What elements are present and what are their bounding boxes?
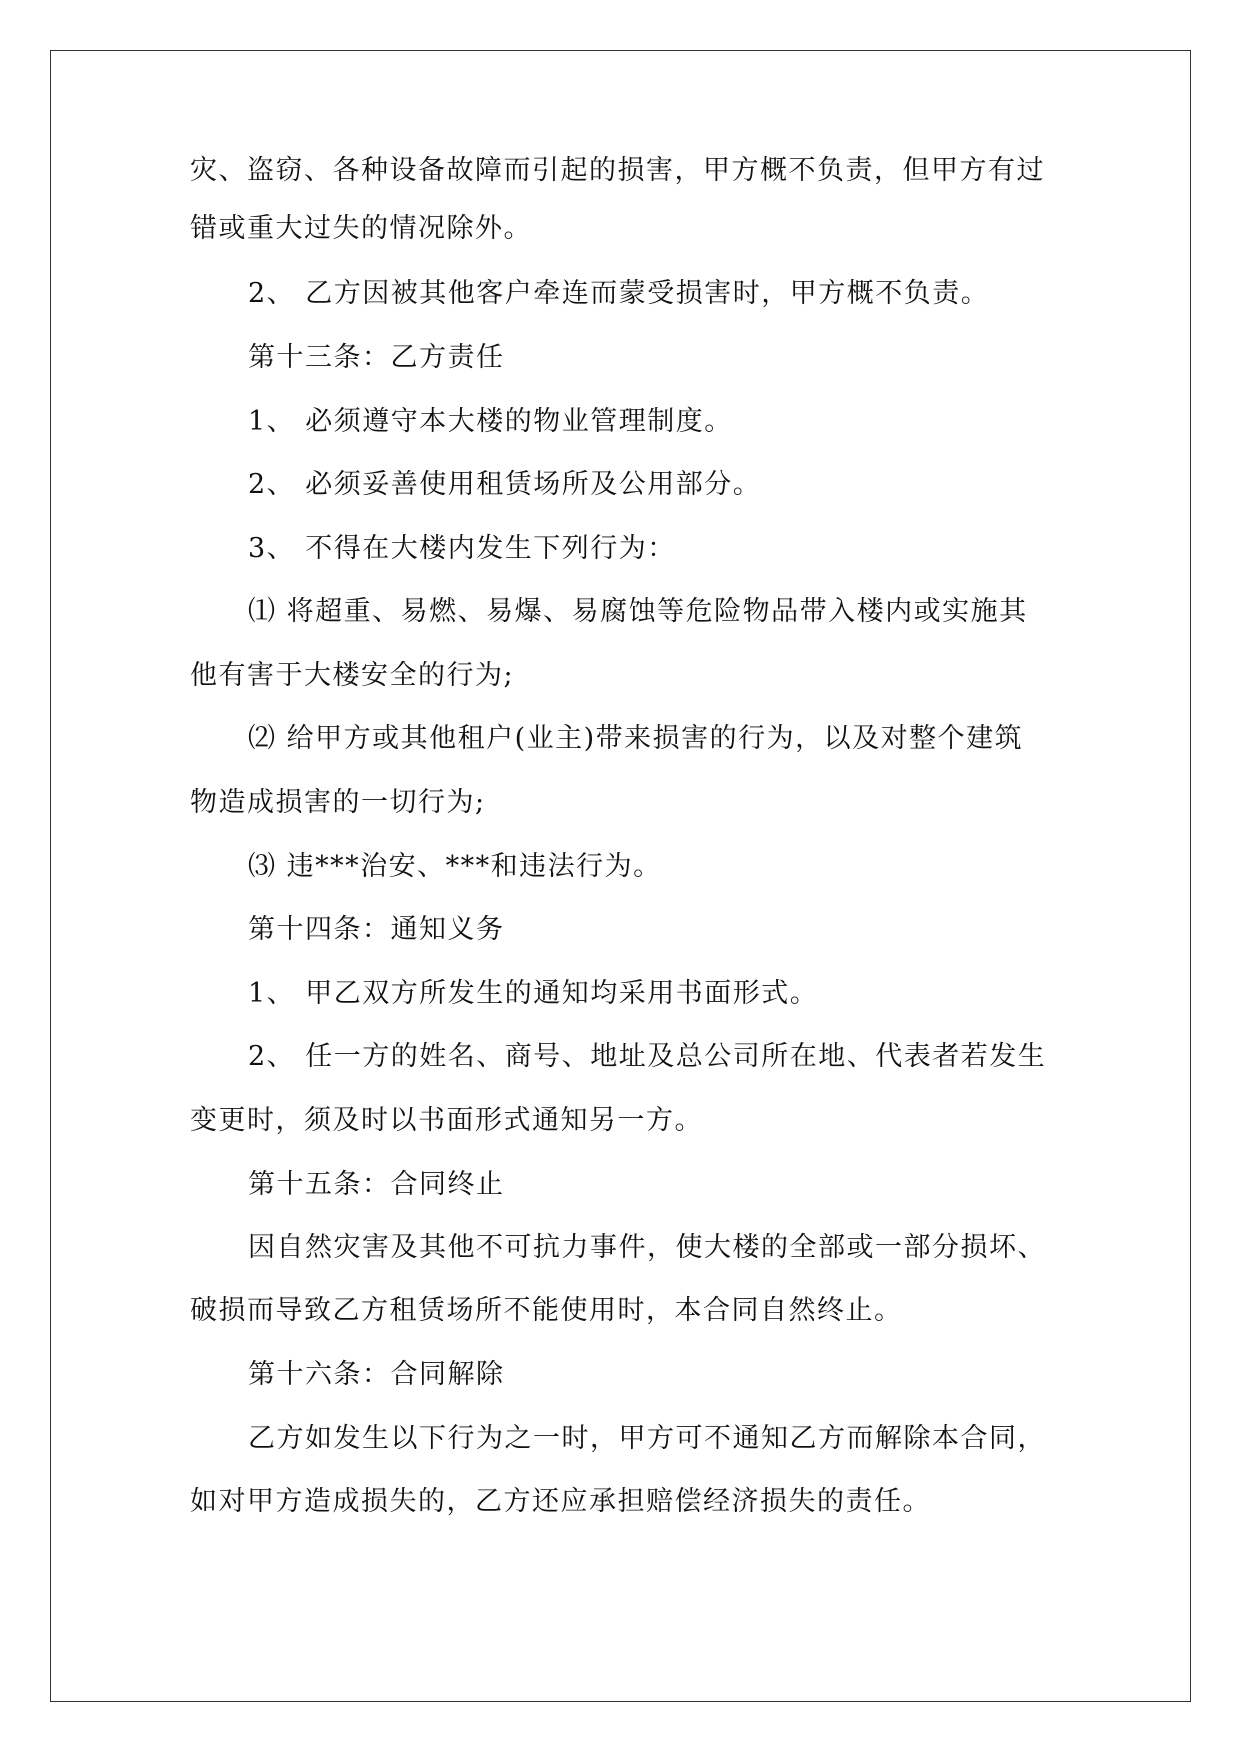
clause-item: 1、 必须遵守本大楼的物业管理制度。 [248, 406, 733, 437]
clause-item: 2、 任一方的姓名、商号、地址及总公司所在地、代表者若发生 [248, 1041, 1047, 1072]
sub-clause-item: ⑵ 给甲方或其他租户(业主)带来损害的行为，以及对整个建筑 [248, 723, 1024, 754]
paragraph-line: 破损而导致乙方租赁场所不能使用时，本合同自然终止。 [190, 1295, 903, 1326]
clause-item: 1、 甲乙双方所发生的通知均采用书面形式。 [248, 978, 819, 1009]
article-heading: 第十四条：通知义务 [248, 914, 505, 945]
paragraph-line: 如对甲方造成损失的，乙方还应承担赔偿经济损失的责任。 [190, 1486, 931, 1517]
paragraph-line: 灾、盗窃、各种设备故障而引起的损害，甲方概不负责，但甲方有过 [190, 155, 1045, 186]
paragraph-line: 物造成损害的一切行为; [190, 787, 486, 818]
clause-item: 2、 必须妥善使用租赁场所及公用部分。 [248, 469, 762, 500]
paragraph-line: 他有害于大楼安全的行为; [190, 660, 515, 691]
article-heading: 第十六条：合同解除 [248, 1359, 505, 1390]
paragraph-line: 变更时，须及时以书面形式通知另一方。 [190, 1105, 703, 1136]
article-heading: 第十五条：合同终止 [248, 1169, 505, 1200]
paragraph-line: 乙方如发生以下行为之一时，甲方可不通知乙方而解除本合同， [248, 1423, 1046, 1454]
clause-item: 2、 乙方因被其他客户牵连而蒙受损害时，甲方概不负责。 [248, 278, 990, 309]
sub-clause-item: ⑶ 违***治安、***和违法行为。 [248, 851, 662, 882]
clause-item: 3、 不得在大楼内发生下列行为： [248, 533, 676, 564]
article-heading: 第十三条：乙方责任 [248, 342, 505, 373]
paragraph-line: 因自然灾害及其他不可抗力事件，使大楼的全部或一部分损坏、 [248, 1232, 1046, 1263]
paragraph-line: 错或重大过失的情况除外。 [190, 213, 532, 244]
sub-clause-item: ⑴ 将超重、易燃、易爆、易腐蚀等危险物品带入楼内或实施其 [248, 596, 1028, 627]
